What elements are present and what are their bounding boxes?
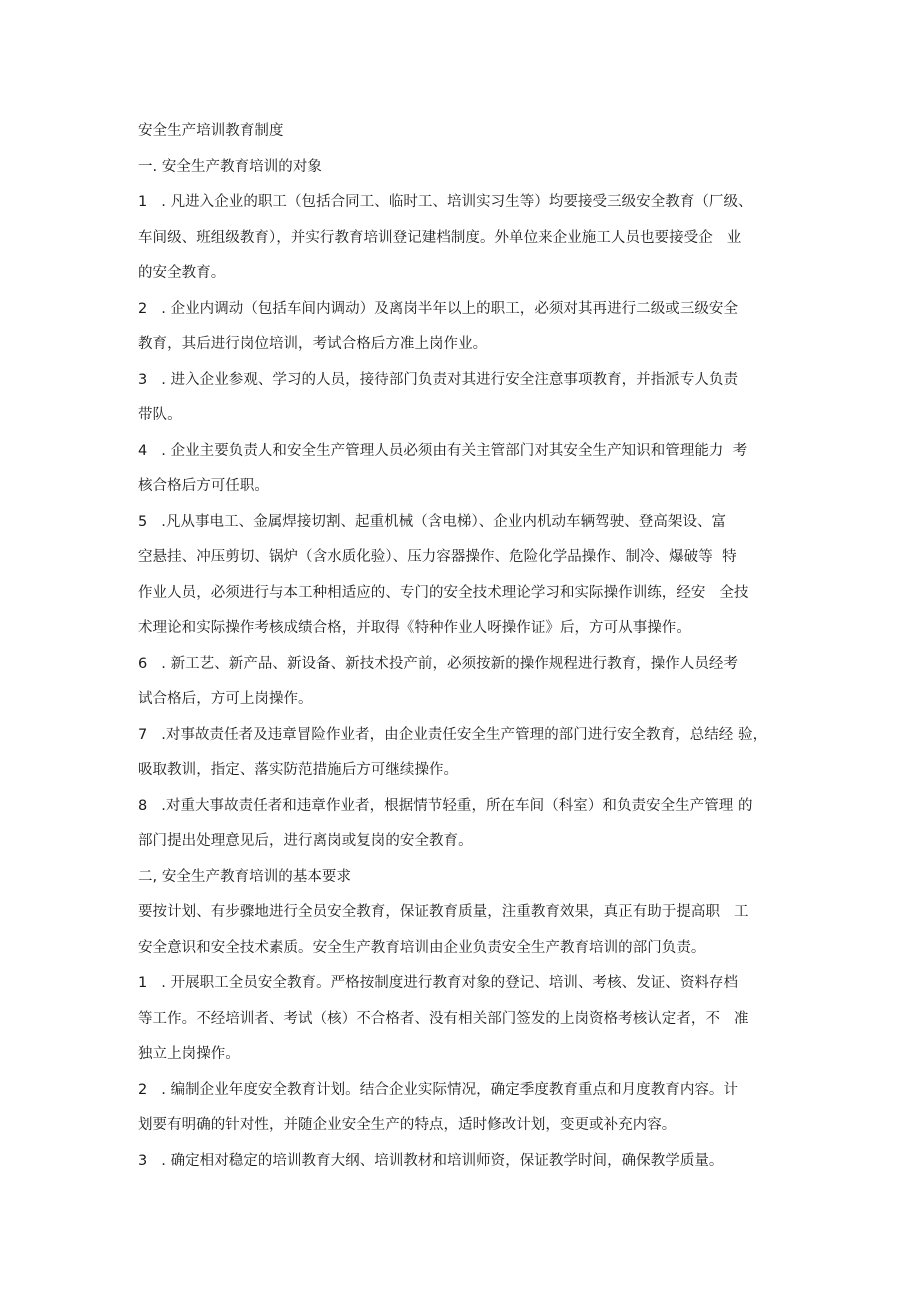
section-2-intro: [138, 895, 786, 966]
section-1-item-7: [138, 718, 786, 789]
text-line: 术理论和实际操作考核成绩合格，并取得《特种作业人呀操作证》后，方可从事操作。: [138, 620, 691, 636]
text-line: 划要有明确的针对性，并随企业安全生产的特点，适时修改计划，变更或补充内容。: [138, 1117, 677, 1133]
text-line: 1 . 开展职工全员安全教育。严格按制度进行教育对象的登记、培训、考核、发证、资料存档: [138, 975, 739, 991]
section-1-item-1: [138, 185, 786, 292]
section-1-item-6: [138, 647, 786, 718]
text-line: 带队。: [138, 407, 182, 423]
document-body: [138, 114, 786, 1179]
section-2-heading: 二, 安全生产教育培训的基本要求: [138, 868, 352, 885]
section-2-item-2: [138, 1073, 786, 1144]
section-1-heading: 一. 安全生产教育培训的对象: [138, 158, 322, 175]
section-1-item-5: [138, 505, 786, 647]
section-1-item-4: [138, 434, 786, 505]
section-2-item-1: [138, 966, 786, 1073]
section-1-item-3: [138, 363, 786, 434]
text-line: 核合格后方可任职。: [138, 478, 269, 494]
text-line: 1 . 凡进入企业的职工（包括合同工、临时工、培训实习生等）均要接受三级安全教育（厂级、: [138, 194, 753, 210]
document-title: 安全生产培训教育制度: [138, 123, 284, 139]
text-line: 2 . 企业内调动（包括车间内调动）及离岗半年以上的职工，必须对其再进行二级或三级安全: [138, 300, 739, 317]
text-line: 3 . 确定相对稳定的培训教育大纲、培训教材和培训师资，保证教学时间，确保教学质量。: [138, 1152, 724, 1169]
text-line: 3 . 进入企业参观、学习的人员，接待部门负责对其进行安全注意事项教育，并指派专人负责: [138, 371, 739, 388]
text-line: 安全意识和安全技术素质。安全生产教育培训由企业负责安全生产教育培训的部门负责。: [138, 939, 706, 956]
section-2-item-3: [138, 1144, 786, 1180]
text-line: 作业人员，必须进行与本工种相适应的、专门的安全技术理论学习和实际操作训练，经安 全技: [138, 584, 749, 601]
text-line: 2 . 编制企业年度安全教育计划。结合企业实际情况，确定季度教育重点和月度教育内容。计: [138, 1081, 739, 1098]
text-line: 5 .凡从事电工、金属焊接切割、起重机械（含电梯）、企业内机动车辆驾驶、登高架设、富: [138, 513, 727, 530]
text-line: 独立上岗操作。: [138, 1046, 240, 1062]
text-line: 试合格后，方可上岗操作。: [138, 691, 313, 707]
text-line: 吸取教训，指定、落实防范措施后方可继续操作。: [138, 762, 459, 778]
text-line: 空悬挂、冲压剪切、锅炉（含水质化验）、压力容器操作、危险化学品操作、制冷、爆破等 特: [138, 549, 737, 565]
text-line: 部门提出处理意见后，进行离岗或复岗的安全教育。: [138, 833, 473, 849]
text-line: 6 . 新工艺、新产品、新设备、新技术投产前，必须按新的操作规程进行教育，操作人员经考: [138, 655, 739, 672]
section-1-item-2: [138, 292, 786, 363]
section-1-item-8: [138, 789, 786, 860]
text-line: 车间级、班组级教育），并实行教育培训登记建档制度。外单位来企业施工人员也要接受企 业: [138, 229, 742, 246]
text-line: 7 .对事故责任者及违章冒险作业者，由企业责任安全生产管理的部门进行安全教育，总结经 验，: [138, 726, 768, 743]
text-line: 要按计划、有步骤地进行全员安全教育，保证教育质量，注重教育效果，真正有助于提高职 工: [138, 904, 749, 920]
text-line: 等工作。不经培训者、考试（核）不合格者、没有相关部门签发的上岗资格考核认定者，不 准: [138, 1010, 749, 1027]
text-line: 4 . 企业主要负责人和安全生产管理人员必须由有关主管部门对其安全生产知识和管理能力 考: [138, 442, 748, 459]
text-line: 的安全教育。: [138, 265, 226, 281]
text-line: 教育，其后进行岗位培训，考试合格后方准上岗作业。: [138, 336, 488, 352]
text-line: 8 .对重大事故责任者和违章作业者，根据情节轻重，所在车间（科室）和负责安全生产管理 的: [138, 797, 753, 814]
